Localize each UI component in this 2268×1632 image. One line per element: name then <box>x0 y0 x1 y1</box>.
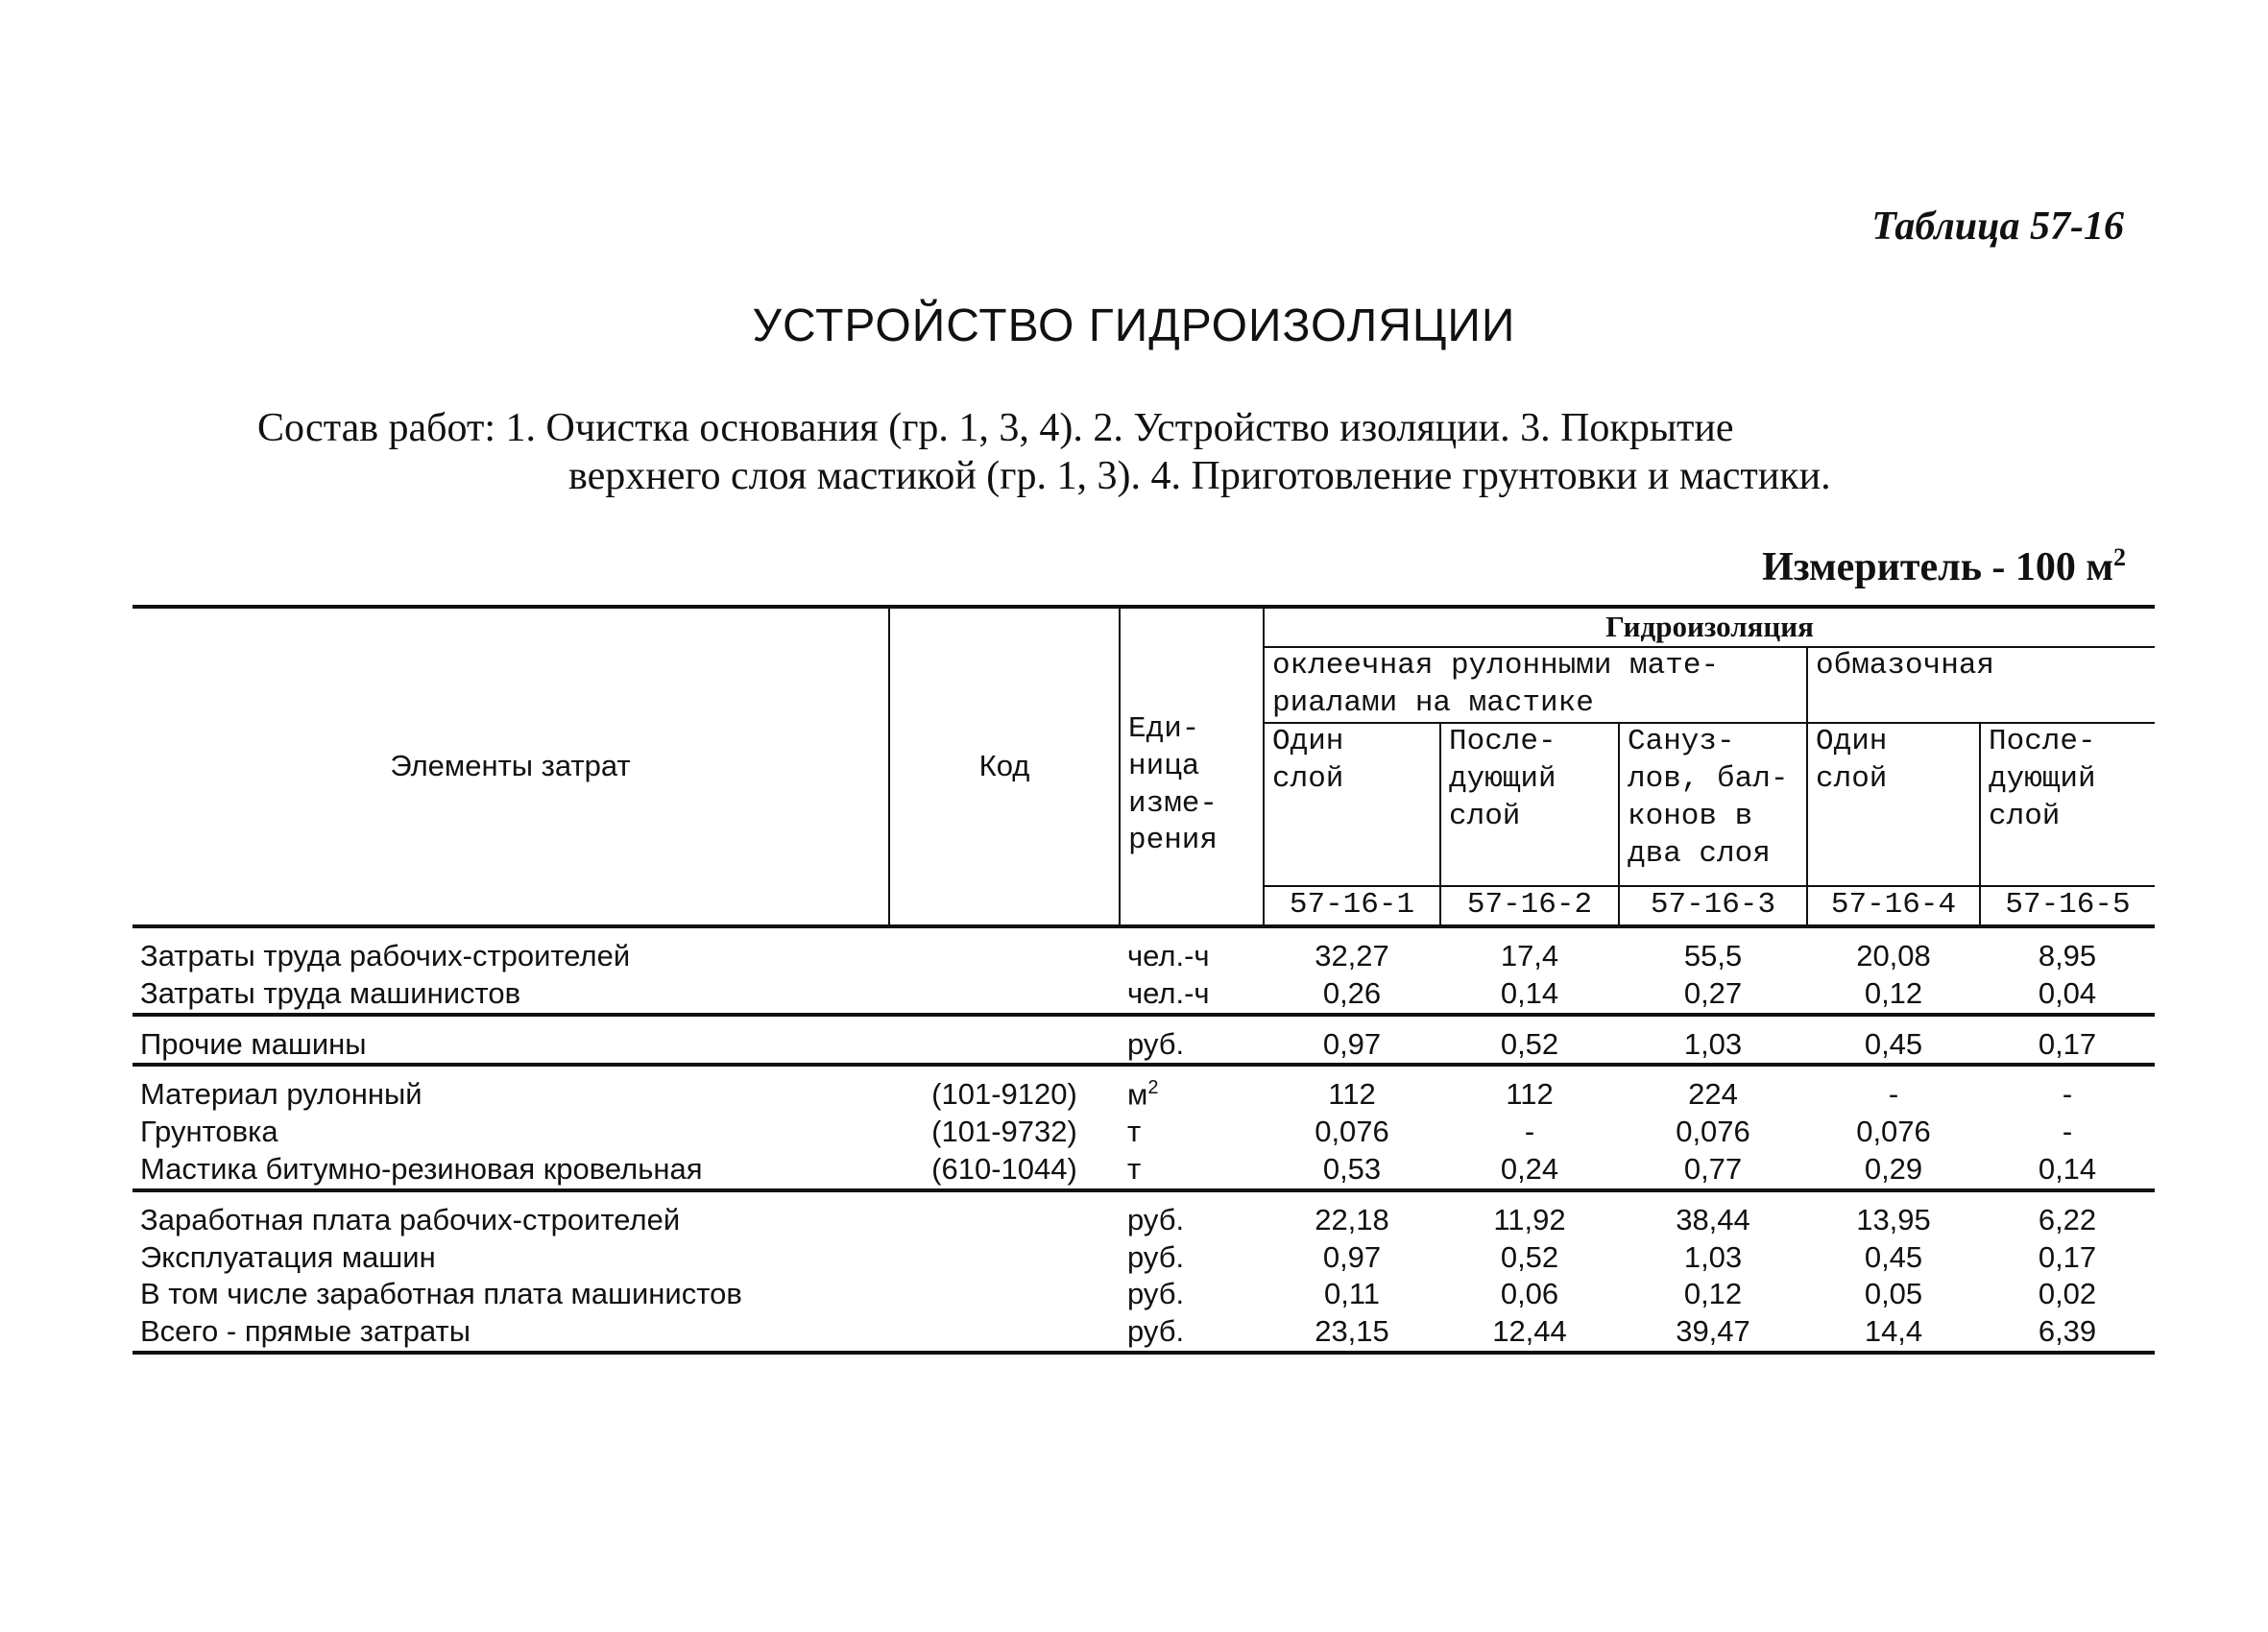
row-value: 14,4 <box>1864 1314 1923 1349</box>
measure-unit: Измеритель - 100 $м^2$ <box>1762 543 2126 589</box>
row-value: 0,12 <box>1683 1277 1743 1311</box>
row-name: Мастика битумно-резиновая кровельная <box>140 1152 703 1187</box>
row-code <box>889 975 1120 1015</box>
row-value: 0,52 <box>1500 1026 1559 1061</box>
row-value: 0,17 <box>2038 1026 2097 1061</box>
row-value: 0,05 <box>1864 1277 1923 1311</box>
norm-code-1: 57-16-1 <box>1264 886 1440 926</box>
row-value: 0,076 <box>1676 1115 1750 1149</box>
norm-code-2: 57-16-2 <box>1440 886 1619 926</box>
row-value: 38,44 <box>1676 1202 1750 1236</box>
row-name: Заработная плата рабочих-строителей <box>140 1202 681 1236</box>
row-value: 0,77 <box>1683 1152 1743 1187</box>
row-name: Затраты труда машинистов <box>140 975 521 1010</box>
row-value: 22,18 <box>1315 1202 1389 1236</box>
row-value: - <box>2062 1077 2073 1112</box>
row-value: 23,15 <box>1315 1314 1389 1349</box>
norm-code-3: 57-16-3 <box>1619 886 1807 926</box>
work-composition-line2: верхнего слоя мастикой (гр. 1, 3). 4. Приготовление грунтовки и мастики. <box>568 454 1831 498</box>
row-value: 0,27 <box>1683 975 1743 1010</box>
table-row <box>133 975 2155 1015</box>
row-name: Затраты труда рабочих-строителей <box>140 939 631 972</box>
table-row <box>133 1313 2155 1353</box>
row-unit: руб. <box>1127 1314 1185 1349</box>
row-value: 0,45 <box>1864 1239 1923 1274</box>
row-value: 55,5 <box>1683 939 1743 972</box>
header-col1: Один слой <box>1264 723 1440 886</box>
work-composition-line1: Состав работ: 1. Очистка основания (гр. 1, 3, 4). 2. Устройство изоляции. 3. Покрытие <box>257 406 1734 450</box>
row-value: 6,39 <box>2038 1314 2097 1349</box>
row-value: 20,08 <box>1856 939 1931 972</box>
row-value: 0,24 <box>1500 1152 1559 1187</box>
row-code: (610-1044) <box>931 1152 1077 1187</box>
row-code <box>889 926 1120 975</box>
row-value: 0,97 <box>1322 1239 1382 1274</box>
row-value: 0,52 <box>1500 1239 1559 1274</box>
row-code <box>889 1313 1120 1353</box>
table-row <box>133 926 2155 975</box>
row-value: 39,47 <box>1676 1314 1750 1349</box>
row-code <box>889 1015 1120 1066</box>
row-value: 0,45 <box>1864 1026 1923 1061</box>
row-value: 17,4 <box>1500 939 1559 972</box>
row-name: Материал рулонный <box>140 1077 422 1112</box>
row-value: 0,26 <box>1322 975 1382 1010</box>
header-col2: После-дующий слой <box>1440 723 1619 886</box>
row-value: 0,076 <box>1856 1115 1931 1149</box>
row-value: 6,22 <box>2038 1202 2097 1236</box>
row-unit: $м^2$ <box>1127 1077 1159 1112</box>
row-code <box>889 1239 1120 1277</box>
header-col4: Один слой <box>1807 723 1980 886</box>
row-unit: руб. <box>1127 1026 1185 1061</box>
row-name: Грунтовка <box>140 1115 278 1149</box>
row-value: 224 <box>1688 1077 1738 1112</box>
table-row <box>133 1114 2155 1151</box>
row-code <box>889 1190 1120 1239</box>
row-value: 0,17 <box>2038 1239 2097 1274</box>
row-value: 0,04 <box>2038 975 2097 1010</box>
row-value: 0,12 <box>1864 975 1923 1010</box>
row-value: 112 <box>1506 1077 1554 1112</box>
row-unit: руб. <box>1127 1202 1185 1236</box>
row-name: Всего - прямые затраты <box>140 1314 470 1349</box>
row-unit: руб. <box>1127 1239 1185 1274</box>
row-value: 0,14 <box>1500 975 1559 1010</box>
norm-code-5: 57-16-5 <box>1980 886 2155 926</box>
row-value: 0,97 <box>1322 1026 1382 1061</box>
row-value: 1,03 <box>1683 1026 1743 1061</box>
row-value: 0,076 <box>1315 1115 1389 1149</box>
norm-code-4: 57-16-4 <box>1807 886 1980 926</box>
header-unit: Еди-ница изме-рения <box>1120 607 1264 926</box>
table-row <box>133 1151 2155 1190</box>
table-row <box>133 1065 2155 1114</box>
row-value: 8,95 <box>2038 939 2097 972</box>
row-value: 0,14 <box>2038 1152 2097 1187</box>
row-value: 0,02 <box>2038 1277 2097 1311</box>
header-col5: После-дующий слой <box>1980 723 2155 886</box>
table-number: Таблица 57-16 <box>1871 204 2124 249</box>
row-value: 112 <box>1328 1077 1376 1112</box>
header-group: Гидроизоляция <box>1264 607 2155 647</box>
row-unit: руб. <box>1127 1277 1185 1311</box>
row-value: - <box>2062 1115 2073 1149</box>
row-unit: чел.-ч <box>1127 975 1210 1010</box>
table-row <box>133 1190 2155 1239</box>
row-value: 0,29 <box>1864 1152 1923 1187</box>
row-value: 0,53 <box>1322 1152 1382 1187</box>
row-code: (101-9120) <box>931 1077 1077 1112</box>
row-name: Прочие машины <box>140 1026 367 1061</box>
row-name: Эксплуатация машин <box>140 1239 436 1274</box>
table-row <box>133 1276 2155 1313</box>
row-value: 13,95 <box>1856 1202 1931 1236</box>
row-value: 0,06 <box>1500 1277 1559 1311</box>
page-title: УСТРОЙСТВО ГИДРОИЗОЛЯЦИИ <box>752 300 1516 351</box>
row-value: - <box>1524 1115 1535 1149</box>
row-value: - <box>1888 1077 1899 1112</box>
cost-table <box>133 605 2155 1355</box>
row-name: В том числе заработная плата машинистов <box>140 1277 742 1311</box>
row-code: (101-9732) <box>931 1115 1077 1149</box>
row-unit: т <box>1127 1152 1142 1187</box>
header-elements: Элементы затрат <box>390 749 631 783</box>
row-value: 0,11 <box>1323 1277 1381 1311</box>
row-unit: чел.-ч <box>1127 939 1210 972</box>
header-subgroup-rolled: оклеечная рулонными мате-риалами на мастике <box>1264 647 1807 724</box>
row-value: 11,92 <box>1493 1202 1566 1236</box>
table-row <box>133 1239 2155 1277</box>
row-value: 32,27 <box>1315 939 1389 972</box>
header-code: Код <box>889 607 1120 926</box>
header-subgroup-coating: обмазочная <box>1807 647 2155 724</box>
header-col3: Сануз-лов, бал-конов в два слоя <box>1619 723 1807 886</box>
table-row <box>133 1015 2155 1066</box>
row-value: 1,03 <box>1683 1239 1743 1274</box>
row-value: 12,44 <box>1492 1314 1567 1349</box>
row-unit: т <box>1127 1115 1142 1149</box>
